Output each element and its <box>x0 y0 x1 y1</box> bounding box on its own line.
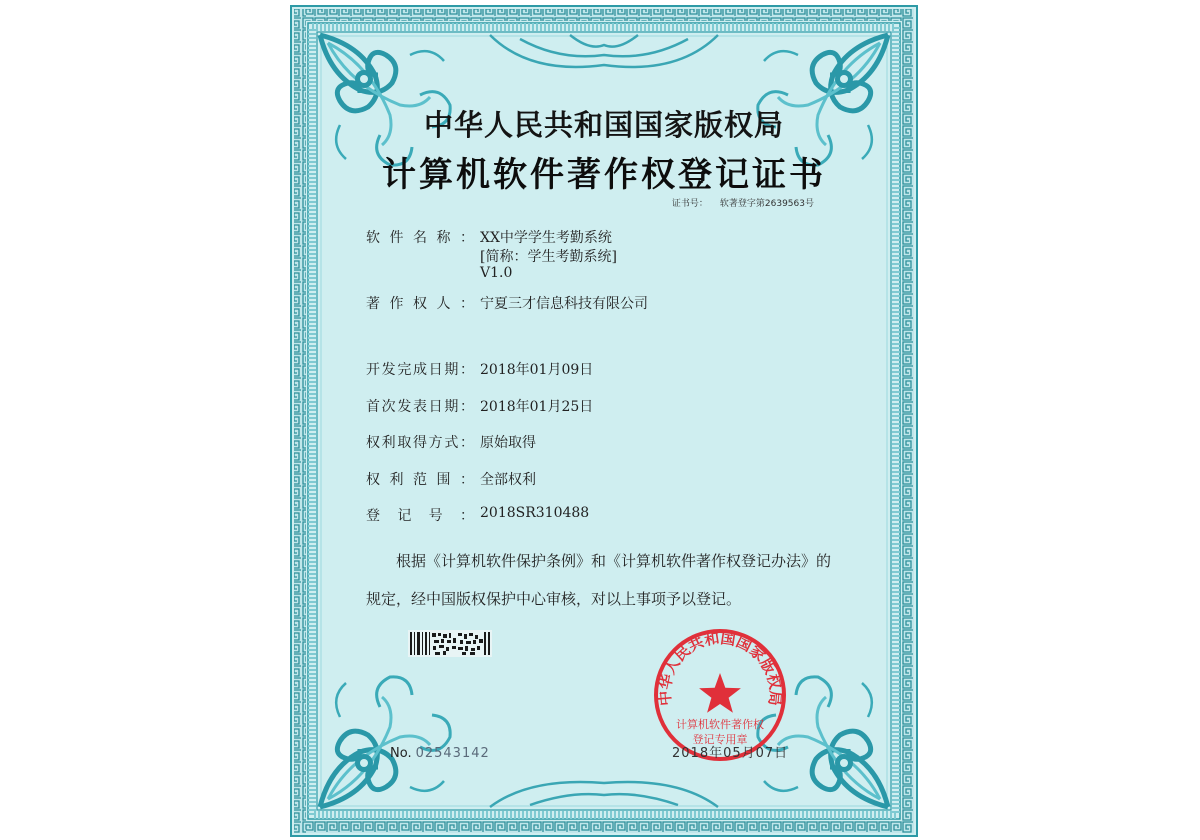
statement-line-1: 根据《计算机软件保护条例》和《计算机软件著作权登记办法》的 <box>396 552 832 570</box>
field-value-completion-date: 2018年01月09日 <box>480 362 594 378</box>
field-label-acquisition-method: 权利取得方式： <box>366 435 474 451</box>
field-value-publish-date: 2018年01月25日 <box>480 399 594 415</box>
field-value-registration-number: 2018SR310488 <box>480 505 590 521</box>
field-value-copyright-holder: 宁夏三才信息科技有限公司 <box>480 296 648 312</box>
field-value-software-short-name: [简称：学生考勤系统] <box>480 249 617 265</box>
barcode <box>408 630 492 657</box>
field-label-publish-date: 首次发表日期： <box>366 399 474 415</box>
certificate-number <box>672 196 814 209</box>
field-label-software-name: 软件名称： <box>366 230 474 246</box>
field-label-copyright-holder: 著作权人： <box>366 296 474 312</box>
field-label-registration-number: 登记号： <box>366 508 474 524</box>
field-value-acquisition-method: 原始取得 <box>480 435 536 451</box>
seal-outer-text: 中华人民共和国国家版权局 <box>655 628 785 707</box>
statement-line-2: 规定，经中国版权保护中心审核，对以上事项予以登记。 <box>366 590 742 608</box>
serial-value: 02543142 <box>415 746 490 761</box>
seal-inner-line-1: 计算机软件著作权 <box>676 718 764 731</box>
seal-inner-line-2: 登记专用章 <box>692 733 748 746</box>
field-value-software-version: V1.0 <box>480 265 513 281</box>
seal-star-icon <box>699 673 741 713</box>
certificate-number-label: 证书号： <box>671 199 708 209</box>
field-label-completion-date: 开发完成日期： <box>366 362 474 378</box>
serial-number <box>390 746 490 761</box>
certificate <box>290 5 918 837</box>
issue-date: 2018年05月07日 <box>672 746 789 761</box>
field-label-rights-scope: 权利范围： <box>366 472 474 488</box>
authority-title: 中华人民共和国国家版权局 <box>423 108 784 142</box>
serial-label: No. <box>390 746 412 761</box>
certificate-number-value: 软著登字第2639563号 <box>719 199 814 209</box>
field-value-software-name: XX中学学生考勤系统 <box>480 230 612 246</box>
certificate-title: 计算机软件著作权登记证书 <box>382 155 826 195</box>
field-value-rights-scope: 全部权利 <box>480 472 536 488</box>
